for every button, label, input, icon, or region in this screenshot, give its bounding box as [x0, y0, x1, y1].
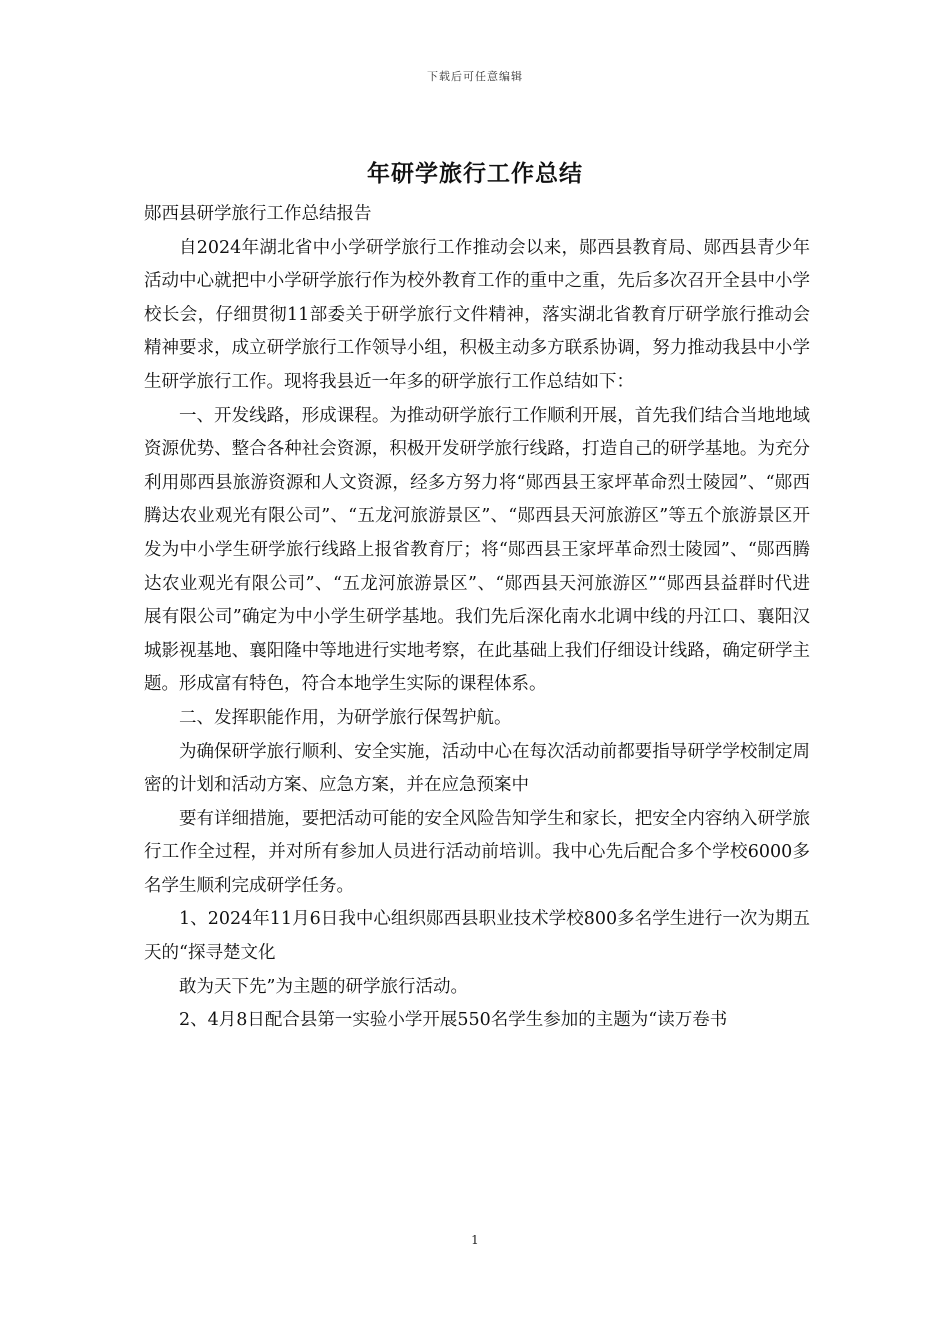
document-title: 年研学旅行工作总结 [367, 160, 583, 187]
paragraph-item-one-continued: 敢为天下先”为主题的研学旅行活动。 [179, 976, 468, 997]
paragraph-intro: 自2024年湖北省中小学研学旅行工作推动会以来，郧西县教育局、郧西县青少年活动中心就把中小学研学旅行作为校外教育工作的重中之重，先后多次召开全县中小学校长会，仔细贯彻11部委关于研学旅行文件精神，落实湖北省教育厅研学旅行推动会精神要求，成立研学旅行工作领导小组，积极主动多方联系协调，努力推动我县中小学生研学旅行工作。现将我县近一年多的研学旅行工作总结如下： [144, 237, 810, 392]
paragraph-section-two-heading: 二、发挥职能作用，为研学旅行保驾护航。 [179, 707, 512, 728]
paragraph-safety: 为确保研学旅行顺利、安全实施，活动中心在每次活动前都要指导研学学校制定周密的计划和活动方案、应急方案，并在应急预案中 [144, 741, 810, 796]
paragraph-section-one: 一、开发线路，形成课程。为推动研学旅行工作顺利开展，首先我们结合当地地域资源优势、整合各种社会资源，积极开发研学旅行线路，打造自己的研学基地。为充分利用郧西县旅游资源和人文资源，经多方努力将“郧西县王家坪革命烈士陵园”、“郧西腾达农业观光有限公司”、“五龙河旅游景区”、“郧西县天河旅游区”等五个旅游景区开发为中小学生研学旅行线路上报省教育厅；将“郧西县王家坪革命烈士陵园”、“郧西腾达农业观光有限公司”、“五龙河旅游景区”、“郧西县天河旅游区”“郧西县益群时代进展有限公司”确定为中小学生研学基地。我们先后深化南水北调中线的丹江口、襄阳汉城影视基地、襄阳隆中等地进行实地考察，在此基础上我们仔细设计线路，确定研学主题。形成富有特色，符合本地学生实际的课程体系。 [144, 405, 810, 695]
page-number: 1 [471, 1233, 479, 1247]
paragraph-item-one: 1、2024年11月6日我中心组织郧西县职业技术学校800多名学生进行一次为期五天的“探寻楚文化 [144, 909, 810, 964]
document-body [144, 198, 810, 1038]
report-subtitle: 郧西县研学旅行工作总结报告 [144, 204, 372, 224]
paragraph-item-two: 2、4月8日配合县第一实验小学开展550名学生参加的主题为“读万卷书 [179, 1010, 728, 1031]
page-header-note: 下载后可任意编辑 [427, 70, 523, 83]
paragraph-safety-continued: 要有详细措施，要把活动可能的安全风险告知学生和家长，把安全内容纳入研学旅行工作全过程，并对所有参加人员进行活动前培训。我中心先后配合多个学校6000多名学生顺利完成研学任务。 [144, 808, 810, 896]
